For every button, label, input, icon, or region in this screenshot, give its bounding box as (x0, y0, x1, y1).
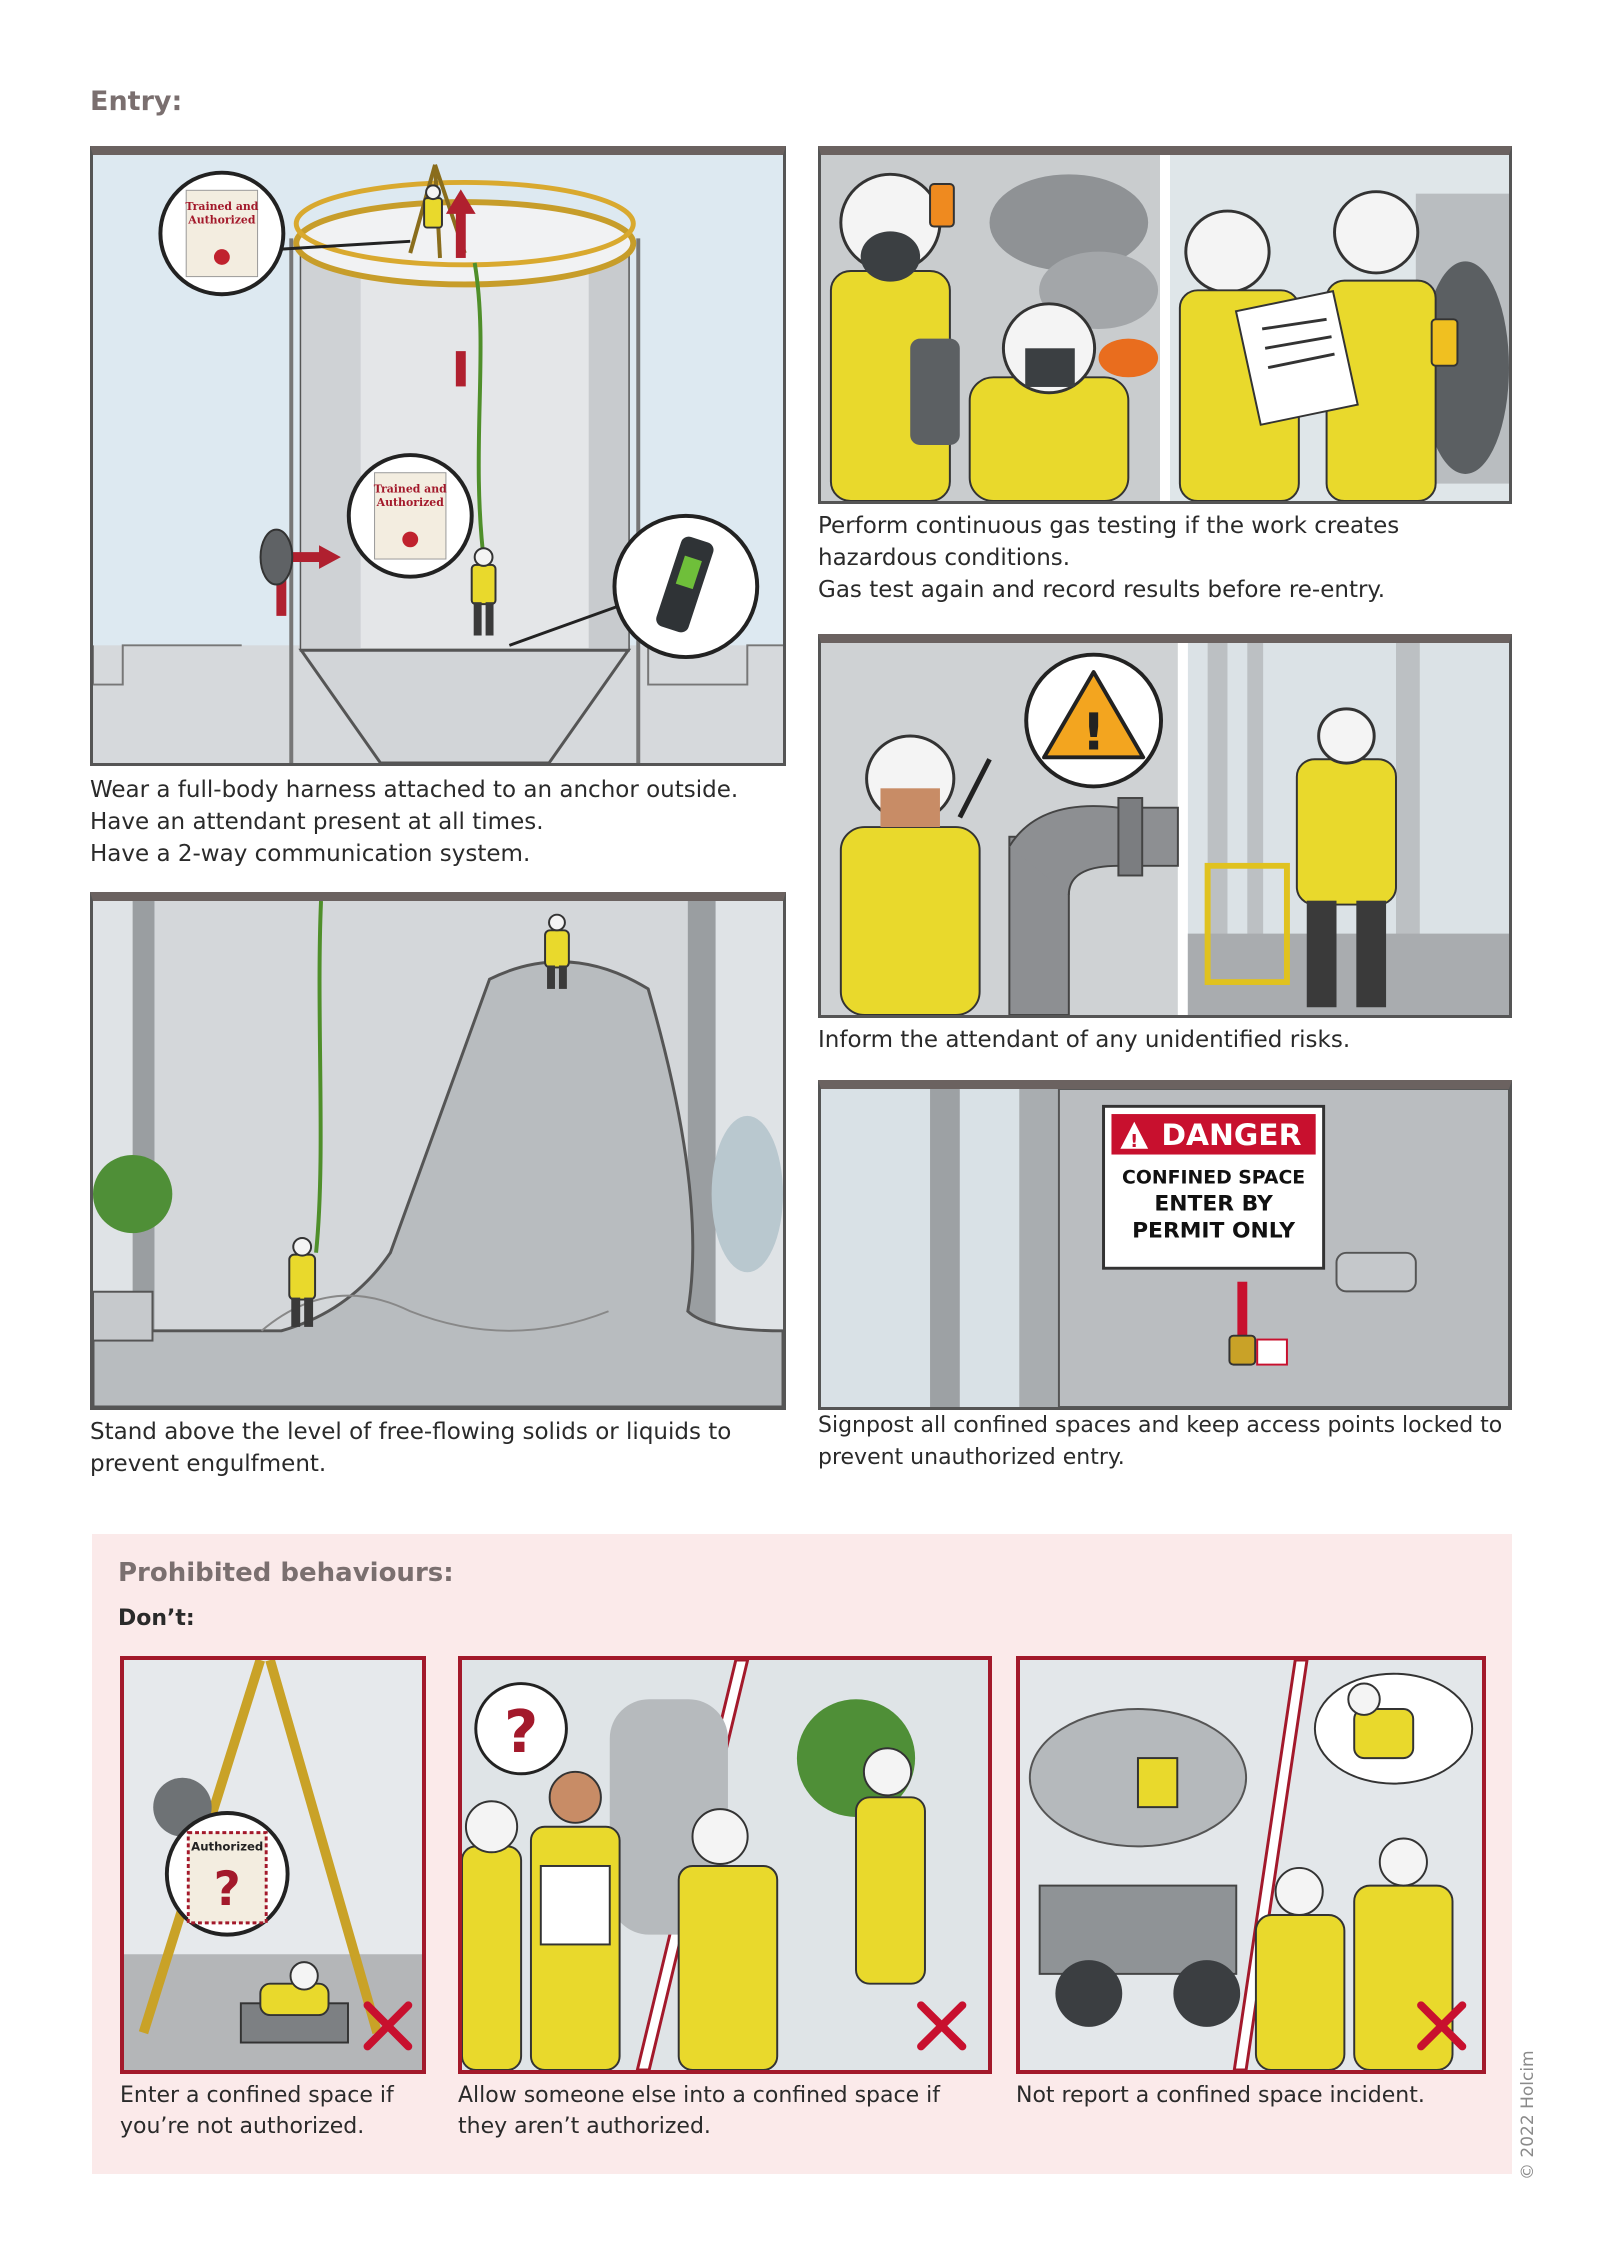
badge-text-top-2: Trained and (373, 482, 447, 496)
harness-caption (90, 774, 738, 870)
harness-caption-line: Have an attendant present at all times. (90, 809, 544, 835)
gas-test-caption (818, 510, 1399, 606)
prohibited-panel-not-authorized (120, 1656, 426, 2074)
entry-title: Entry: (90, 86, 183, 117)
question-mark-icon: ? (213, 1862, 241, 1918)
signpost-caption (818, 1410, 1502, 1474)
prohibited-caption-line: Enter a confined space if (120, 2083, 394, 2108)
gas-test-illustration (818, 146, 1512, 504)
danger-sign-line: PERMIT ONLY (1132, 1218, 1296, 1244)
prohibited-panel-allow-unauthorized (458, 1656, 992, 2074)
warning-icon: ! (1081, 704, 1106, 763)
prohibited-caption-3 (1016, 2080, 1425, 2111)
badge-text-bottom: Authorized (188, 213, 256, 227)
inform-caption-line: Inform the attendant of any unidentified risks. (818, 1027, 1351, 1053)
inform-attendant-illustration (818, 634, 1512, 1018)
badge-text-top: Trained and (185, 199, 259, 213)
gas-caption-line: Gas test again and record results before re-entry. (818, 577, 1386, 603)
harness-caption-line: Wear a full-body harness attached to an anchor outside. (90, 777, 739, 803)
badge-text-bottom-2: Authorized (376, 496, 444, 510)
gas-caption-line: hazardous conditions. (818, 545, 1071, 571)
prohibited-caption-1 (120, 2080, 394, 2142)
signpost-caption-line: Signpost all confined spaces and keep access points locked to (818, 1413, 1503, 1438)
engulfment-caption-line: Stand above the level of free-flowing solids or liquids to (90, 1419, 732, 1445)
inform-caption (818, 1024, 1350, 1056)
danger-sign-line: CONFINED SPACE (1122, 1167, 1306, 1189)
prohibited-section (92, 1534, 1512, 2174)
prohibited-panel-not-report (1016, 1656, 1486, 2074)
prohibited-title: Prohibited behaviours: (118, 1558, 454, 1588)
dont-label: Don’t: (118, 1606, 195, 1631)
prohibited-caption-line: they aren’t authorized. (458, 2114, 711, 2139)
gas-caption-line: Perform continuous gas testing if the work creates (818, 513, 1400, 539)
signpost-illustration (818, 1080, 1512, 1410)
engulfment-caption (90, 1416, 731, 1480)
prohibited-caption-line: you’re not authorized. (120, 2114, 365, 2139)
prohibited-caption-line: Allow someone else into a confined space if (458, 2083, 940, 2108)
prohibited-caption-line: Not report a confined space incident. (1016, 2083, 1425, 2108)
svg-text:!: ! (1130, 1132, 1139, 1152)
harness-caption-line: Have a 2-way communication system. (90, 841, 531, 867)
copyright-notice: © 2022 Holcim (1518, 2050, 1538, 2180)
danger-sign-header: DANGER (1161, 1118, 1302, 1152)
signpost-caption-line: prevent unauthorized entry. (818, 1445, 1125, 1470)
engulfment-illustration (90, 892, 786, 1410)
harness-illustration (90, 146, 786, 766)
authorized-badge: Authorized (191, 1839, 264, 1854)
prohibited-caption-2 (458, 2080, 940, 2142)
danger-sign-line: ENTER BY (1154, 1191, 1273, 1217)
question-mark-icon: ? (503, 1697, 539, 1767)
engulfment-caption-line: prevent engulfment. (90, 1451, 327, 1477)
